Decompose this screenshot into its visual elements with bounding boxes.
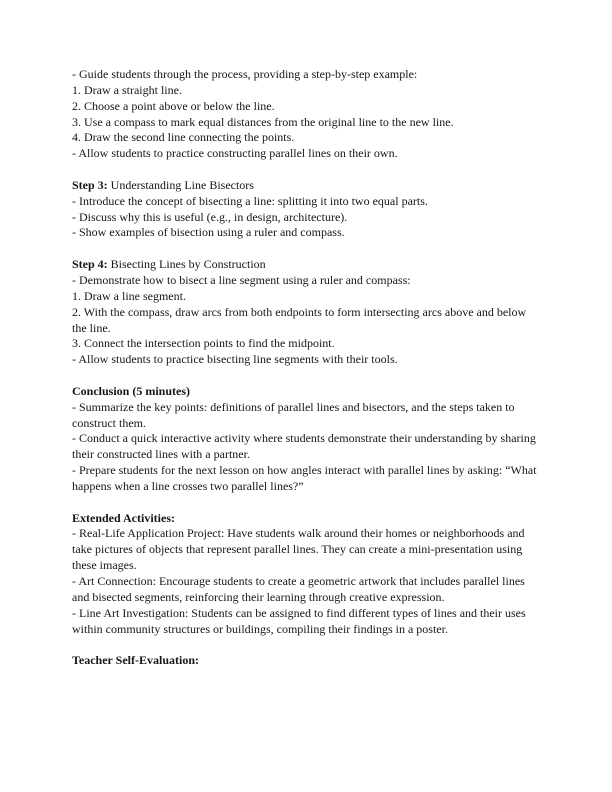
text-line: - Summarize the key points: definitions of parallel lines and bisectors, and the steps taken to bbox=[72, 399, 515, 414]
text-line: construct them. bbox=[72, 415, 146, 430]
text-line: 3. Connect the intersection points to find the midpoint. bbox=[72, 336, 335, 351]
text-line: 3. Use a compass to mark equal distances from the original line to the new line. bbox=[72, 114, 454, 129]
text-line: - Allow students to practice bisecting line segments with their tools. bbox=[72, 352, 398, 367]
text-line: - Discuss why this is useful (e.g., in design, architecture). bbox=[72, 209, 348, 224]
section-extended-activities bbox=[72, 511, 540, 638]
text-line: and bisected segments, reinforcing their learning through creative expression. bbox=[72, 589, 445, 604]
text-line: 1. Draw a line segment. bbox=[72, 288, 186, 303]
section-teacher-self-evaluation bbox=[72, 653, 540, 669]
section-heading bbox=[72, 384, 540, 400]
heading-rest-text: Bisecting Lines by Construction bbox=[107, 257, 266, 272]
section-heading bbox=[72, 257, 540, 273]
text-line: the line. bbox=[72, 320, 111, 335]
section-heading bbox=[72, 178, 540, 194]
section-conclusion bbox=[72, 384, 540, 495]
text-line: happens when a line crosses two parallel lines?” bbox=[72, 478, 304, 493]
text-line: their constructed lines with a partner. bbox=[72, 447, 250, 462]
section-heading bbox=[72, 511, 540, 527]
section-step-4 bbox=[72, 257, 540, 368]
text-line: - Demonstrate how to bisect a line segment using a ruler and compass: bbox=[72, 272, 411, 287]
document-body bbox=[72, 67, 540, 669]
text-line: - Allow students to practice constructing parallel lines on their own. bbox=[72, 146, 398, 161]
text-line: - Introduce the concept of bisecting a line: splitting it into two equal parts. bbox=[72, 193, 428, 208]
text-line: - Prepare students for the next lesson on how angles interact with parallel lines by asking: “What bbox=[72, 463, 537, 478]
heading-bold-text: Teacher Self-Evaluation: bbox=[72, 653, 200, 668]
text-line: - Line Art Investigation: Students can be assigned to find different types of lines and their uses bbox=[72, 605, 526, 620]
section-heading bbox=[72, 653, 540, 669]
text-line: take pictures of objects that represent parallel lines. They can create a mini-presentation using bbox=[72, 542, 523, 557]
heading-bold-text: Extended Activities: bbox=[72, 510, 175, 525]
text-line: these images. bbox=[72, 558, 137, 573]
text-line: - Art Connection: Encourage students to create a geometric artwork that includes parallel lines bbox=[72, 574, 525, 588]
text-line: - Real-Life Application Project: Have students walk around their homes or neighborhoods and bbox=[72, 526, 525, 541]
section-step-3 bbox=[72, 178, 540, 241]
text-line: 4. Draw the second line connecting the points. bbox=[72, 130, 295, 145]
text-line: 2. Choose a point above or below the line. bbox=[72, 98, 275, 113]
text-line: 1. Draw a straight line. bbox=[72, 82, 182, 97]
text-line: 2. With the compass, draw arcs from both endpoints to form intersecting arcs above and below bbox=[72, 304, 527, 319]
heading-bold-text: Step 3: bbox=[72, 177, 108, 192]
heading-bold-text: Step 4: bbox=[72, 257, 108, 272]
text-line: within community structures or buildings, compiling their findings in a poster. bbox=[72, 621, 448, 636]
text-line: - Conduct a quick interactive activity where students demonstrate their understanding by sharing bbox=[72, 431, 536, 446]
heading-bold-text: Conclusion (5 minutes) bbox=[72, 383, 191, 398]
heading-rest-text: Understanding Line Bisectors bbox=[107, 177, 254, 192]
section-parallel-lines-practice bbox=[72, 67, 540, 162]
text-line: - Show examples of bisection using a ruler and compass. bbox=[72, 225, 345, 240]
text-line: - Guide students through the process, providing a step-by-step example: bbox=[72, 67, 418, 81]
